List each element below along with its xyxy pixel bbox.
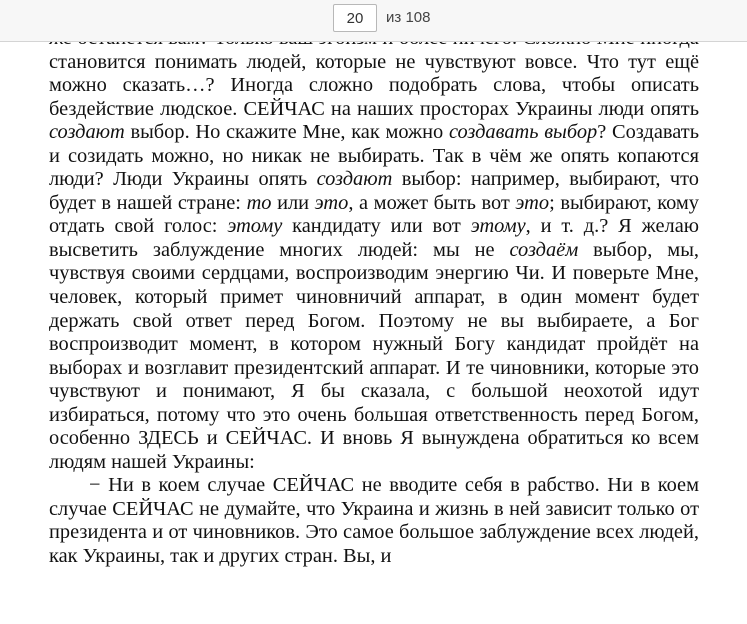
text-run: − Ни в коем случае СЕЙЧАС не вводите себя в рабство. Ни в коем случае СЕЙЧАС не думайте, что Украина и жизнь в ней зависит только от президента и от чиновников. Это самое большое заблуждение всех людей, как Украины, так и других стран. Вы, и xyxy=(49,474,699,568)
page-navigation-toolbar xyxy=(0,0,747,42)
text-run: или xyxy=(271,191,315,214)
text-run: кандидату или вот xyxy=(282,215,471,238)
emphasized-text: этому xyxy=(470,215,526,238)
text-run: выбор. Но скажите Мне, как можно xyxy=(124,121,449,144)
page-number-input[interactable] xyxy=(333,4,377,32)
text-run: выбор, мы, чувствуя своими сердцами, воспроизводим энергию Чи. И поверьте Мне, человек, который примет чиновничий аппарат, в один момент будет держать свой ответ перед Богом. Поэтому не вы выбираете, а Бог воспроизводит момент, в котором нужный Богу кандидат пройдёт на выборах и возглавит президентский аппарат. И те чиновники, которые это чувствуют и понимают, Я бы сказала, с большой неохотой идут избираться, потому что это очень большая ответственность перед Богом, особенно ЗДЕСЬ и СЕЙЧАС. И вновь Я вынуждена обратиться ко всем людям нашей Украины: xyxy=(49,238,699,473)
emphasized-text: создают xyxy=(49,121,125,144)
emphasized-text: этому xyxy=(227,215,283,238)
emphasized-text: это xyxy=(314,191,349,214)
text-run: ? Создавать и созидать можно, но никак не выбирать. Так в чём же опять копаются люди? Люди Украины опять xyxy=(49,121,699,191)
total-pages: 108 xyxy=(405,9,431,26)
text-run: выбор: например, выбирают, что будет в нашей стране: xyxy=(49,168,699,214)
document-page-text xyxy=(49,27,699,569)
paragraph xyxy=(49,27,699,474)
text-run: становится понимать людей, которые не чувствуют вовсе. Что тут ещё можно сказать…? Иногда сложно подобрать слова, чтобы описать бездействие людское. СЕЙЧАС на наших просторах Украины люди опять xyxy=(49,50,699,120)
emphasized-text: это xyxy=(515,191,550,214)
page-count xyxy=(386,4,430,32)
text-run: ; выбирают, кому отдать свой голос: xyxy=(49,191,700,238)
text-run: , а может быть вот xyxy=(348,191,516,214)
emphasized-text: создаём xyxy=(509,238,579,261)
emphasized-text: создают xyxy=(316,168,393,191)
text-run: , и т. д.? Я желаю высветить заблуждение многих людей: мы не xyxy=(49,215,699,261)
emphasized-text: создавать выбор xyxy=(448,121,598,144)
page-of-label: из xyxy=(386,9,402,26)
emphasized-text: то xyxy=(246,191,272,214)
paragraph xyxy=(49,474,699,568)
